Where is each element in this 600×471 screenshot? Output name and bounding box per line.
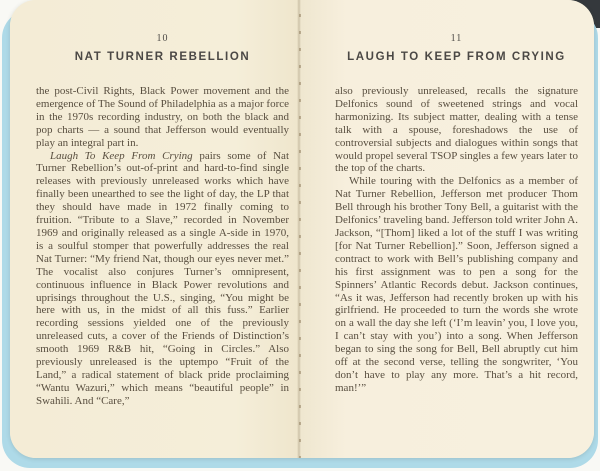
paragraph-text: pairs some of Nat Turner Rebellion’s out-of-print and hard-to-find single releases with previously unreleased works which have finally been unearthed to see the light of day, the LP that they should have made in 1972 finally coming to fruition. “Tribute to a Slave,” recorded in November 1969 and originally released as a single A-side in 1970, is a soulful stomper that powerfully addresses the real Nat Turner: “My friend Nat, though our eyes never met.” The vocalist also conjures Turner’s omnipresent, continuous influence in Black Power revolutions and uprisings throughout the U.S., singing, “You might be here with us, in the midst of all this fuss.” Earlier recording sessions yielded one of the previously unreleased cuts, a cover of the Friends of Distinction’s smooth 1969 R&B hit, “Going in Circles.” Also previously unreleased is the uptempo “Fruit of the Land,” a radical statement of black pride proclaiming “Wantu Wazuri,” which means “beautiful people” in Swahili. And “Care,”: [36, 149, 289, 407]
page-left: [10, 0, 299, 458]
booklet-spread: [10, 0, 594, 458]
page-header: LAUGH TO KEEP FROM CRYING: [347, 51, 566, 63]
page-body: [335, 85, 578, 395]
page-number: 11: [450, 33, 463, 44]
page-header: NAT TURNER REBELLION: [74, 51, 251, 63]
body-paragraph: also previously unreleased, recalls the signature Delfonics sound of sweetened strings and vocal harmonizing. Its subject matter, dealing with a tense talk with a spouse, foreshadows the use of controversial subjects and dialogues within songs that would propel several TSOP singles a few years later to the top of the charts.: [335, 85, 578, 175]
body-paragraph: the post-Civil Rights, Black Power movement and the emergence of The Sound of Philadelphia as a major force in the 1970s recording industry, on both the black and pop charts — a sound that Jefferson would eventually play an integral part in.: [36, 85, 289, 149]
album-title-italic: Laugh To Keep From Crying: [50, 149, 193, 162]
page-right: [299, 0, 594, 458]
page-number: 10: [156, 33, 169, 44]
binding-stitches: [299, 0, 301, 458]
body-paragraph: [36, 150, 289, 408]
body-paragraph: While touring with the Delfonics as a member of Nat Turner Rebellion, Jefferson met producer Thom Bell through his brother Tony Bell, a guitarist with the Delfonics’ traveling band. Jefferson told writer John A. Jackson, “[Thom] liked a lot of the stuff I was writing [for Nat Turner Rebellion].” Soon, Jefferson signed a contract to work with Bell’s publishing company and his first assignment was to pen a song for the Spinners’ Atlantic Records debut. Jackson continues, “As it was, Jefferson had recently broken up with his girlfriend. He proceeded to turn the words she wrote on a wall the day she left (‘I’m leavin’ you, I love you, I can’t stay with you’) into a song. When Jefferson began to sing the song for Bell, Bell abruptly cut him off at the second verse, telling the songwriter, ‘You don’t have to play any more. That’s a hit record, man!’”: [335, 175, 578, 394]
page-body: [36, 85, 289, 408]
